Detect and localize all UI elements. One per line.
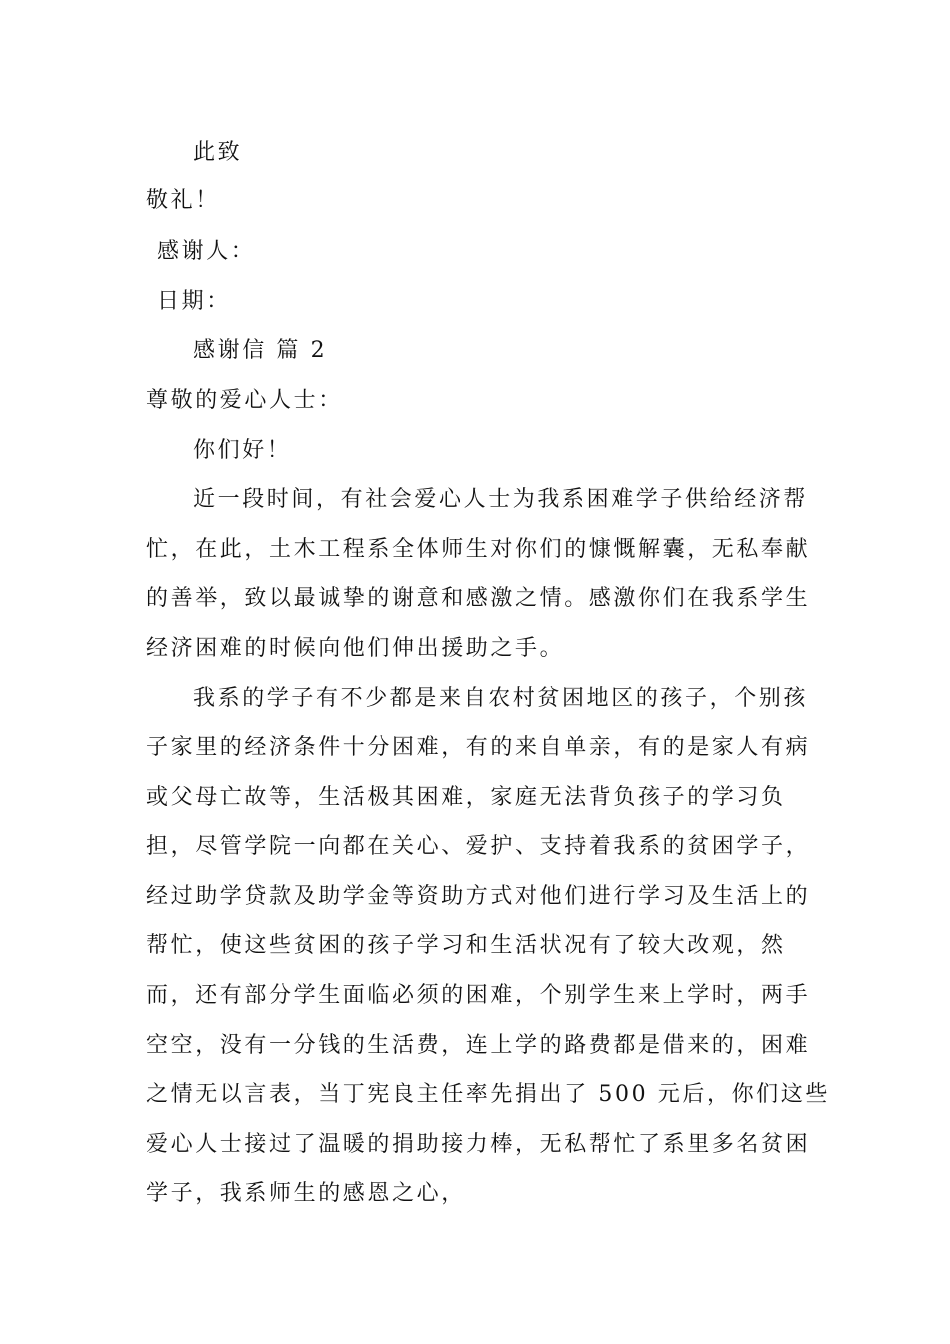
closing-regards: 敬礼！ — [146, 188, 220, 213]
body-line: 忙，在此，土木工程系全体师生对你们的慷慨解囊，无私奉献 — [146, 537, 811, 562]
body-line: 我系的学子有不少都是来自农村贫困地区的孩子，个别孩 — [193, 686, 809, 711]
body-line: 学子，我系师生的感恩之心， — [146, 1181, 466, 1206]
closing-salutation: 此致 — [193, 140, 243, 165]
thanker-label: 感谢人： — [157, 239, 256, 264]
letter-addressee: 尊敬的爱心人士： — [146, 388, 343, 413]
body-line: 帮忙，使这些贫困的孩子学习和生活状况有了较大改观，然 — [146, 933, 786, 958]
letter-greeting: 你们好！ — [193, 438, 292, 463]
body-line: 而，还有部分学生面临必须的困难，个别学生来上学时，两手 — [146, 983, 811, 1008]
date-label: 日期： — [157, 289, 231, 314]
body-line: 或父母亡故等，生活极其困难，家庭无法背负孩子的学习负 — [146, 785, 786, 810]
body-line: 经过助学贷款及助学金等资助方式对他们进行学习及生活上的 — [146, 884, 811, 909]
letter-heading: 感谢信 篇 2 — [193, 338, 328, 363]
body-line: 经济困难的时候向他们伸出援助之手。 — [146, 636, 565, 661]
body-line: 的善举，致以最诚挚的谢意和感激之情。感激你们在我系学生 — [146, 586, 811, 611]
body-line: 担，尽管学院一向都在关心、爱护、支持着我系的贫困学子， — [146, 834, 811, 859]
body-line: 子家里的经济条件十分困难，有的来自单亲，有的是家人有病 — [146, 735, 811, 760]
body-line: 爱心人士接过了温暖的捐助接力棒，无私帮忙了系里多名贫困 — [146, 1132, 811, 1157]
body-line: 近一段时间，有社会爱心人士为我系困难学子供给经济帮 — [193, 487, 809, 512]
body-line: 空空，没有一分钱的生活费，连上学的路费都是借来的，困难 — [146, 1033, 811, 1058]
body-line: 之情无以言表，当丁宪良主任率先捐出了 500 元后，你们这些 — [146, 1082, 830, 1107]
